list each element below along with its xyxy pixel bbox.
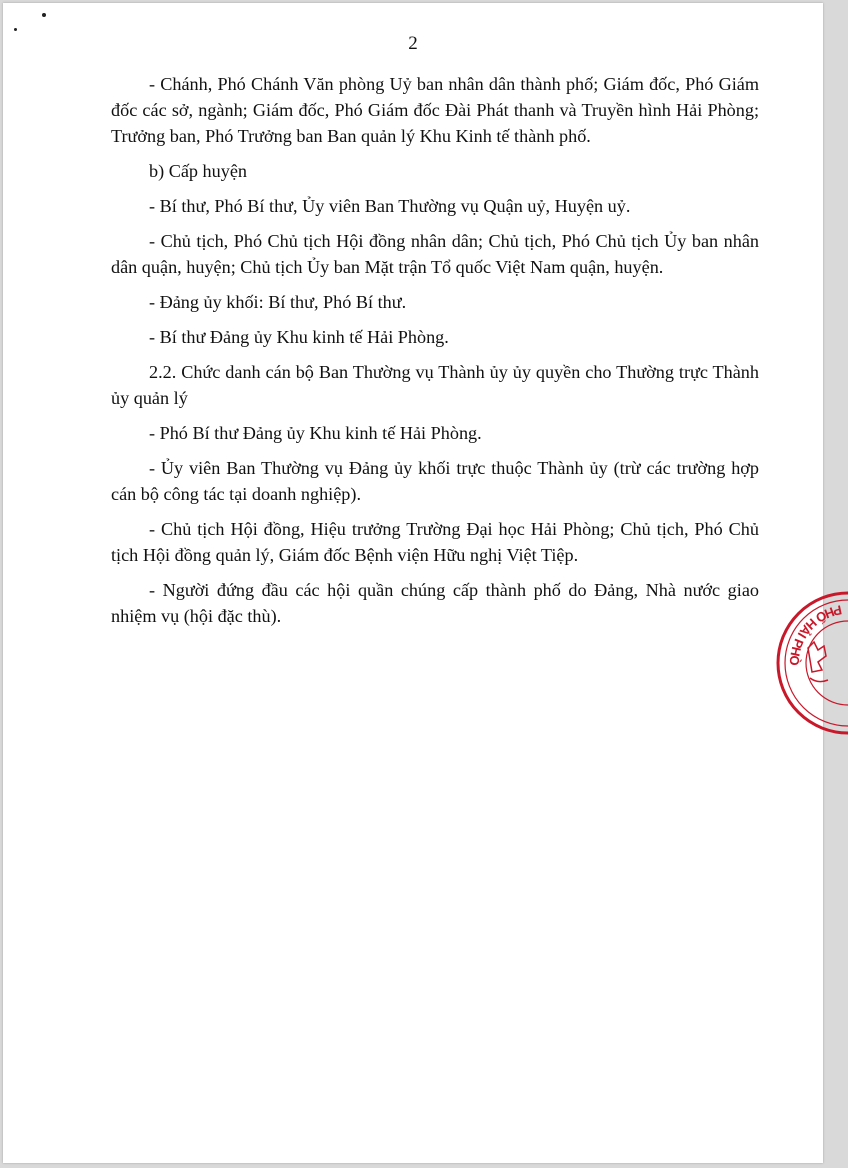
page-number: 2 [408, 33, 418, 54]
paragraph: - Bí thư Đảng ủy Khu kinh tế Hải Phòng. [149, 327, 449, 347]
paragraph: - Bí thư, Phó Bí thư, Ủy viên Ban Thường vụ Quận uỷ, Huyện uỷ. [149, 196, 631, 216]
scan-speck [42, 13, 46, 17]
paragraph: - Ủy viên Ban Thường vụ Đảng ủy khối trực thuộc Thành ủy (trừ các trường hợp cán bộ công tác tại doanh nghiệp). [111, 458, 759, 504]
paragraph: - Chánh, Phó Chánh Văn phòng Uỷ ban nhân dân thành phố; Giám đốc, Phó Giám đốc các sở, ngành; Giám đốc, Phó Giám đốc Đài Phát thanh và Truyền hình Hải Phòng; Trưởng ban, Phó Trưởng ban Ban quản lý Khu Kinh tế thành phố. [111, 74, 759, 146]
paragraph: - Đảng ủy khối: Bí thư, Phó Bí thư. [149, 292, 407, 312]
document-page [3, 3, 844, 1163]
paragraph: - Phó Bí thư Đảng ủy Khu kinh tế Hải Phòng. [149, 423, 482, 443]
paragraph: b) Cấp huyện [149, 161, 247, 181]
document-body [111, 71, 759, 638]
paragraph: - Chủ tịch Hội đồng, Hiệu trưởng Trường Đại học Hải Phòng; Chủ tịch, Phó Chủ tịch Hội đồng quản lý, Giám đốc Bệnh viện Hữu nghị Việt Tiệp. [111, 519, 759, 565]
paragraph: - Người đứng đầu các hội quần chúng cấp thành phố do Đảng, Nhà nước giao nhiệm vụ (hội đặc thù). [111, 580, 759, 626]
seal-text: PHỐ HẢI PHÒ [786, 602, 844, 666]
official-seal-fragment [768, 588, 848, 738]
paragraph: 2.2. Chức danh cán bộ Ban Thường vụ Thành ủy ủy quyền cho Thường trực Thành ủy quản lý [111, 362, 759, 408]
scan-speck [14, 28, 17, 31]
paragraph: - Chủ tịch, Phó Chủ tịch Hội đồng nhân dân; Chủ tịch, Phó Chủ tịch Ủy ban nhân dân quận, huyện; Chủ tịch Ủy ban Mặt trận Tổ quốc Việt Nam quận, huyện. [111, 231, 759, 277]
